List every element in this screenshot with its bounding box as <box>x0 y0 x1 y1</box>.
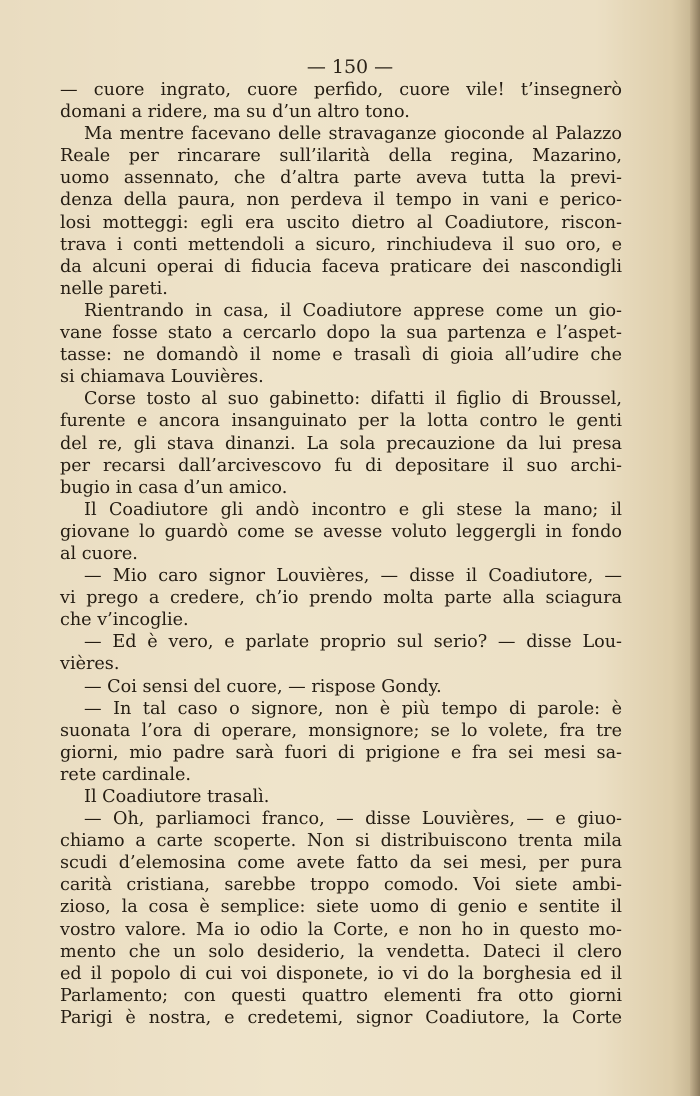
text-line: rete cardinale. <box>60 764 191 785</box>
text-line: — Coi sensi del cuore, — rispose Gondy. <box>84 676 442 697</box>
text-line: Ma mentre facevano delle stravaganze gioconde al Palazzo <box>84 124 622 145</box>
text-line: Rientrando in casa, il Coadiutore apprese come un gio- <box>84 300 622 321</box>
text-line: — Mio caro signor Louvières, — disse il Coadiutore, — <box>84 566 622 587</box>
text-line: Il Coadiutore trasalì. <box>84 787 270 807</box>
text-line: furente e ancora insanguinato per la lotta contro le genti <box>60 411 622 432</box>
text-line: Parlamento; con questi quattro elementi fra otto giorni <box>60 985 622 1006</box>
text-line: nelle pareti. <box>60 278 168 299</box>
text-line: da alcuni operai di fiducia faceva praticare dei nascondigli <box>60 256 622 277</box>
text-line: giorni, mio padre sarà fuori di prigione e fra sei mesi sa- <box>60 742 622 763</box>
text-line: che v’incoglie. <box>60 610 189 631</box>
text-line: — In tal caso o signore, non è più tempo di parole: è <box>84 698 622 719</box>
book-spine-shadow <box>690 0 700 1096</box>
text-line: giovane lo guardò come se avesse voluto leggergli in fondo <box>60 521 622 542</box>
text-line: vostro valore. Ma io odio la Corte, e non ho in questo mo- <box>60 919 622 940</box>
text-line: suonata l’ora di operare, monsignore; se lo volete, fra tre <box>60 720 622 741</box>
text-line: vières. <box>60 654 120 675</box>
text-line: mento che un solo desiderio, la vendetta. Dateci il clero <box>60 941 622 962</box>
text-line: al cuore. <box>60 543 138 564</box>
text-line: zioso, la cosa è semplice: siete uomo di genio e sentite il <box>60 897 622 918</box>
body-text <box>60 79 622 1029</box>
text-line: domani a ridere, ma su d’un altro tono. <box>60 102 410 123</box>
text-line: denza della paura, non perdeva il tempo in vani e perico- <box>60 190 622 211</box>
text-line: vi prego a credere, ch’io prendo molta parte alla sciagura <box>60 588 622 609</box>
text-line: Corse tosto al suo gabinetto: difatti il figlio di Broussel, <box>84 389 622 410</box>
text-line: — cuore ingrato, cuore perfido, cuore vile! t’insegnerò <box>60 80 622 100</box>
text-line: Reale per rincarare sull’ilarità della regina, Mazarino, <box>60 146 622 167</box>
text-line: del re, gli stava dinanzi. La sola precauzione da lui presa <box>60 433 622 454</box>
text-line: tasse: ne domandò il nome e trasalì di gioia all’udire che <box>60 345 622 366</box>
text-line: trava i conti mettendoli a sicuro, rinchiudeva il suo oro, e <box>60 234 622 255</box>
text-line: vane fosse stato a cercarlo dopo la sua partenza e l’aspet- <box>60 323 622 344</box>
text-line: carità cristiana, sarebbe troppo comodo. Voi siete ambi- <box>60 875 622 896</box>
text-line: ed il popolo di cui voi disponete, io vi do la borghesia ed il <box>60 963 622 984</box>
text-line: scudi d’elemosina come avete fatto da sei mesi, per pura <box>60 853 622 874</box>
page-number: — 150 — <box>306 56 394 78</box>
text-line: Il Coadiutore gli andò incontro e gli stese la mano; il <box>84 499 622 520</box>
text-line: si chiamava Louvières. <box>60 367 264 388</box>
text-line: — Oh, parliamoci franco, — disse Louvières, — e giuo- <box>84 809 622 830</box>
text-line: Parigi è nostra, e credetemi, signor Coadiutore, la Corte <box>60 1007 622 1028</box>
text-line: per recarsi dall’arcivescovo fu di depositare il suo archi- <box>60 455 622 476</box>
text-line: bugio in casa d’un amico. <box>60 477 288 498</box>
text-line: uomo assennato, che d’altra parte aveva tutta la previ- <box>60 168 622 189</box>
text-line: — Ed è vero, e parlate proprio sul serio? — disse Lou- <box>84 632 622 653</box>
text-line: chiamo a carte scoperte. Non si distribuiscono trenta mila <box>60 831 622 852</box>
text-line: losi motteggi: egli era uscito dietro al Coadiutore, riscon- <box>60 212 622 233</box>
